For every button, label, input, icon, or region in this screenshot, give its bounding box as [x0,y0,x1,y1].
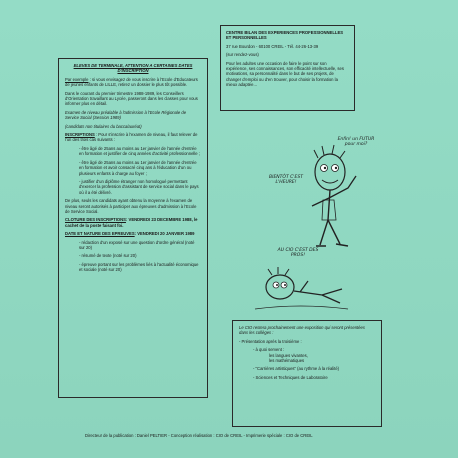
cloture-label: CLOTURE DES INSCRIPTIONS [65,217,126,223]
exposition-box [232,320,382,427]
speech-bubble-cio: AU CIO C'EST DES PROS! [277,248,319,258]
terminale-counselors: Dans le courant du premier trimestre 1988-1989, les Conseillers d'Orientation travaillant au Lycée, passeront dans les classes pour vous informer plus en détail. [65,90,198,107]
dates [65,231,201,236]
center-bilan-address: 37 rue Bourdon - 60100 CREIL - Tél. 44-26-13-39 [226,43,319,49]
speech-bubble-future: Enfin! un FUTUR pour moi? [337,137,375,147]
average-note: De plus, seuls les candidats ayant obtenu la moyenne à l'examen de niveau seront autorisés à participer aux épreuves d'admission à l'Ecole de Service Social. [65,198,197,214]
case-2: - être âgé de 25ans au moins au 1er janvier de l'année d'entrée en formation et avoir consacré cinq ans à l'éducation d'un ou plusieurs enfants à charge au foyer ; [79,159,197,176]
case-3: - justifier d'un diplôme étranger non homologué permettant d'exercer la profession d'assistant de service social dans le pays où il a été délivré. [79,178,199,195]
exposition-item-1: - Présentation après la troisième : [239,338,302,344]
inscriptions [65,132,201,143]
center-bilan-box [220,25,355,111]
exam-heading: Examen de niveau préalable à l'admission à l'Ecole Régionale de Service Social (Session 1989) [65,109,187,121]
cloture-text: : VENDREDI 23 DECEMBRE 1988, le cachet de la poste faisant foi. [65,217,198,228]
cartoon-standing-figure-icon [290,140,380,260]
exposition-item-2b: les mathématiques [269,358,305,364]
exam-candidates: (candidats non titulaires du baccalauréat) [65,123,142,129]
center-bilan-hours: (sur rendez-vous) [226,52,259,58]
center-bilan-title: CENTRE BILAN DES EXPERIENCES PROFESSIONNELLES ET PERSONNELLES [226,30,344,41]
case-1: - être âgé de 25ans au moins au 1er janvier de l'année d'entrée en formation et justifier de cinq années d'activité professionnelle ; [79,145,200,157]
inscriptions-label: INSCRIPTIONS [65,132,95,138]
cloture [65,217,201,228]
exam-part-1: - rédaction d'un exposé sur une question d'ordre général (noté sur 20) [79,239,195,250]
exposition-item-4: - Sciences et Techniques de Laboratoire [253,374,328,380]
cartoon-lying-figure-icon [250,265,350,315]
dates-label: DATE ET NATURE DES EPREUVES [65,231,135,237]
dates-text: : VENDREDI 20 JANVIER 1989 [134,231,195,237]
inscriptions-text: : Pour s'inscrire à l'examen de niveau, il faut relever de l'un des trois cas suivants : [65,132,198,143]
terminale-title-line1: ELEVES DE TERMINALE, ATTENTION A CERTAINES DATES [73,63,193,68]
speech-bubble-soon: BIENTÔT C'EST L'HEURE! [269,175,303,185]
exam-part-2: - résumé de texte (noté sur 20) [79,253,137,259]
terminale-example [65,77,201,88]
terminale-title [65,63,201,74]
terminale-title-line2: D'INSCRIPTION [117,68,149,74]
exposition-item-2: - à quoi servent : [253,347,285,353]
terminale-box [58,58,208,398]
exposition-intro: Le CIO restera prochainement une exposition qui seront présentées dans les collèges : [239,325,365,336]
example-label: Par exemple [65,76,89,82]
exposition-item-2a: les langues vivantes, [269,352,308,358]
exposition-item-3: - "Carrières artistiques" (au rythme à la réalité) [253,366,340,372]
example-text: : si vous envisagez de vous inscrire à l'Ecole d'Educateurs de jeunes enfants de LILLE, retirez un dossier le plus tôt possible. [65,76,198,88]
center-bilan-text: Pour les adultes une occasion de faire le point sur son expérience, ses connaissances, son efficacité intellectuelle, ses motivations, sa personnalité dans le but de ses projets, de changer d'emploi ou d'en trouver, pour choisir la formation la mieux adaptée... [226,60,344,88]
publication-footer: Directeur de la publication : Daniel PELTIER - Conception réalisation : CIO de CREIL - Imprimerie spéciale : CIO de CREIL [85,433,313,438]
exam-part-3: - épreuve portant sur les problèmes liés à l'actualité économique et sociale (noté sur 20) [79,261,199,273]
